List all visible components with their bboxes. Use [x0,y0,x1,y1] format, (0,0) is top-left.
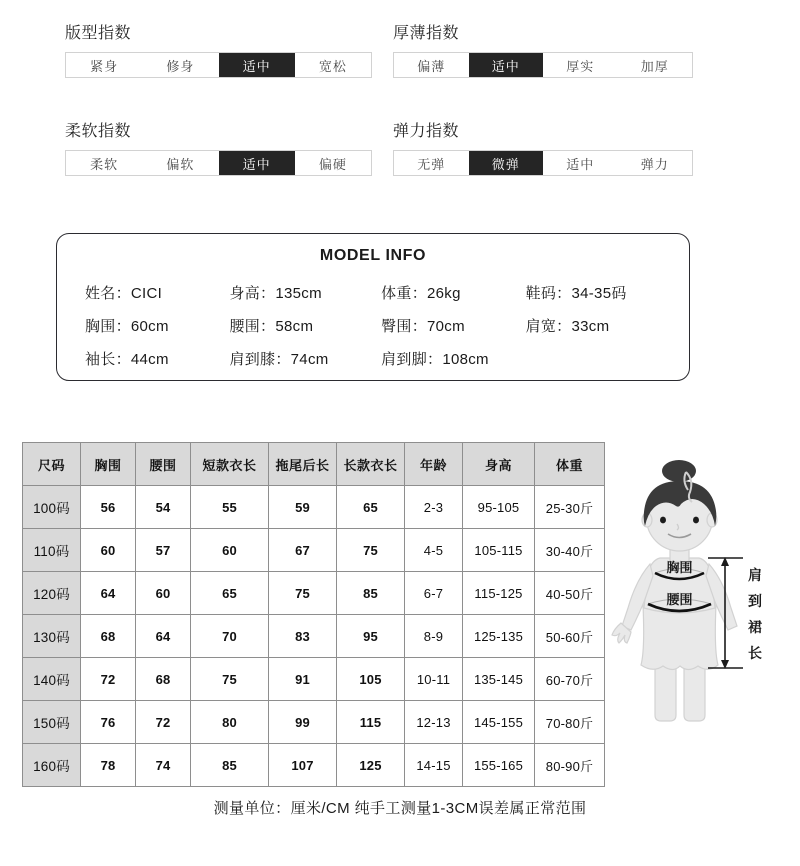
table-cell: 75 [191,658,269,701]
model-info-weight: 体重：26kg [381,285,461,302]
table-cell: 105 [337,658,405,701]
table-header-cell-8: 体重 [535,443,605,486]
table-cell-size: 160码 [23,744,81,787]
table-cell: 68 [81,615,136,658]
table-cell: 50-60斤 [535,615,605,658]
index-option-softness-2[interactable]: 适中 [219,151,295,175]
table-cell: 72 [81,658,136,701]
table-cell: 8-9 [405,615,463,658]
index-option-fit-1[interactable]: 修身 [142,53,218,77]
model-info-shoulder-width: 肩宽：33cm [525,318,610,335]
table-cell: 40-50斤 [535,572,605,615]
model-info-hip: 臀围：70cm [381,318,465,335]
table-header-cell-2: 腰围 [136,443,191,486]
index-option-softness-0[interactable]: 柔软 [66,151,142,175]
table-row [23,529,605,572]
table-cell: 80 [191,701,269,744]
model-info-name: 姓名：CICI [85,285,163,302]
model-info-row [57,276,689,309]
table-cell: 70-80斤 [535,701,605,744]
table-cell: 135-145 [463,658,535,701]
table-cell: 75 [337,529,405,572]
model-info-sleeve-length: 袖长：44cm [85,351,169,368]
table-cell: 68 [136,658,191,701]
size-table-head [23,443,605,486]
model-info-card [56,233,690,381]
size-table-body [23,486,605,787]
index-option-softness-1[interactable]: 偏软 [142,151,218,175]
table-cell: 60-70斤 [535,658,605,701]
index-title-softness: 柔软指数 [65,123,132,140]
table-row [23,486,605,529]
table-cell: 95 [337,615,405,658]
table-cell-size: 110码 [23,529,81,572]
index-option-thickness-0[interactable]: 偏薄 [394,53,469,77]
table-cell: 14-15 [405,744,463,787]
index-option-fit-2[interactable]: 适中 [219,53,295,77]
table-cell: 2-3 [405,486,463,529]
table-cell: 65 [191,572,269,615]
table-cell: 107 [269,744,337,787]
index-option-fit-3[interactable]: 宽松 [295,53,371,77]
table-cell: 64 [81,572,136,615]
index-bar-elasticity [393,150,693,176]
table-cell: 67 [269,529,337,572]
index-title-fit: 版型指数 [65,25,132,42]
table-cell: 75 [269,572,337,615]
index-bar-fit [65,52,372,78]
table-header-cell-4: 拖尾后长 [269,443,337,486]
waist-label: 腰围 [666,592,693,607]
index-title-elasticity: 弹力指数 [393,123,460,140]
table-cell: 115-125 [463,572,535,615]
table-row [23,744,605,787]
model-info-height: 身高：135cm [229,285,322,302]
table-row [23,572,605,615]
index-block-fit [65,20,372,78]
table-cell: 12-13 [405,701,463,744]
model-info-shoe-size: 鞋码：34-35码 [525,285,627,302]
table-header-cell-0: 尺码 [23,443,81,486]
model-info-row [57,309,689,342]
table-cell: 57 [136,529,191,572]
table-cell: 6-7 [405,572,463,615]
model-info-shoulder-to-knee: 肩到膝：74cm [229,351,329,368]
table-header-cell-5: 长款衣长 [337,443,405,486]
table-cell: 54 [136,486,191,529]
table-cell-size: 150码 [23,701,81,744]
table-row [23,658,605,701]
table-cell: 155-165 [463,744,535,787]
table-cell: 85 [337,572,405,615]
vertical-dimension-label: 肩到裙长 [748,567,762,661]
table-cell: 105-115 [463,529,535,572]
measurement-caption: 测量单位：厘米/CM 纯手工测量1-3CM误差属正常范围 [213,800,587,817]
table-cell: 85 [191,744,269,787]
index-title-thickness: 厚薄指数 [393,25,460,42]
table-header-cell-1: 胸围 [81,443,136,486]
index-option-elasticity-0[interactable]: 无弹 [394,151,469,175]
index-option-softness-3[interactable]: 偏硬 [295,151,371,175]
table-cell: 145-155 [463,701,535,744]
table-cell: 125-135 [463,615,535,658]
table-cell-size: 120码 [23,572,81,615]
model-info-shoulder-to-foot: 肩到脚：108cm [381,351,489,368]
table-cell: 76 [81,701,136,744]
table-cell: 10-11 [405,658,463,701]
model-info-bust: 胸围：60cm [85,318,169,335]
table-cell: 60 [136,572,191,615]
index-option-elasticity-3[interactable]: 弹力 [618,151,693,175]
index-block-softness [65,118,372,176]
table-row [23,615,605,658]
index-bar-softness [65,150,372,176]
bust-label: 胸围 [666,560,693,575]
table-cell: 65 [337,486,405,529]
table-cell: 4-5 [405,529,463,572]
table-cell: 64 [136,615,191,658]
index-block-elasticity [393,118,693,176]
table-cell: 59 [269,486,337,529]
table-cell: 80-90斤 [535,744,605,787]
index-option-thickness-1[interactable]: 适中 [469,53,544,77]
table-cell-size: 140码 [23,658,81,701]
table-cell-size: 100码 [23,486,81,529]
table-cell: 78 [81,744,136,787]
table-cell: 115 [337,701,405,744]
table-cell: 125 [337,744,405,787]
table-header-row [23,443,605,486]
size-table [22,442,605,787]
table-cell: 56 [81,486,136,529]
table-cell: 25-30斤 [535,486,605,529]
table-cell: 55 [191,486,269,529]
model-info-row [57,342,689,375]
table-cell: 60 [191,529,269,572]
table-cell: 72 [136,701,191,744]
table-header-cell-6: 年龄 [405,443,463,486]
table-cell-size: 130码 [23,615,81,658]
index-option-thickness-3[interactable]: 加厚 [618,53,693,77]
table-header-cell-3: 短款衣长 [191,443,269,486]
table-cell: 95-105 [463,486,535,529]
index-option-elasticity-2[interactable]: 适中 [543,151,618,175]
table-cell: 74 [136,744,191,787]
table-cell: 91 [269,658,337,701]
table-cell: 70 [191,615,269,658]
model-info-title: MODEL INFO [319,247,427,264]
table-row [23,701,605,744]
table-header-cell-7: 身高 [463,443,535,486]
index-option-elasticity-1[interactable]: 微弹 [469,151,544,175]
table-cell: 30-40斤 [535,529,605,572]
table-cell: 99 [269,701,337,744]
index-option-thickness-2[interactable]: 厚实 [543,53,618,77]
table-cell: 60 [81,529,136,572]
model-info-waist: 腰围：58cm [229,318,314,335]
measurement-illustration [608,440,800,770]
index-bar-thickness [393,52,693,78]
index-block-thickness [393,20,693,78]
table-cell: 83 [269,615,337,658]
index-option-fit-0[interactable]: 紧身 [66,53,142,77]
